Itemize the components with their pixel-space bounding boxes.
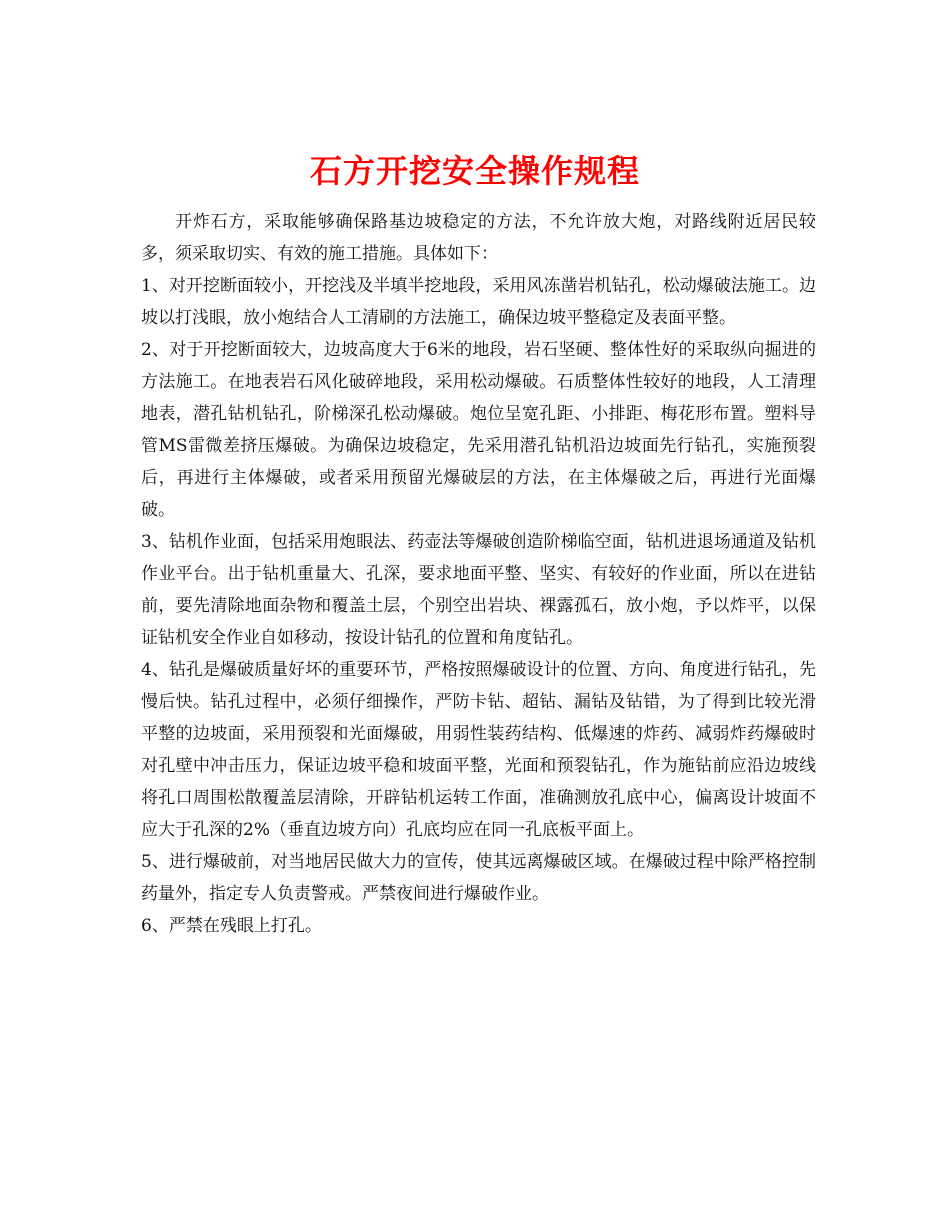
list-item-1: 1、对开挖断面较小，开挖浅及半填半挖地段，采用风冻凿岩机钻孔，松动爆破法施工。边坡以打浅眼，放小炮结合人工清刷的方法施工，确保边坡平整稳定及表面平整。 (141, 276, 816, 328)
list-item-6: 6、严禁在残眼上打孔。 (141, 916, 322, 936)
list-item-4: 4、钻孔是爆破质量好坏的重要环节，严格按照爆破设计的位置、方向、角度进行钻孔，先慢后快。钻孔过程中，必须仔细操作，严防卡钻、超钻、漏钻及钻错，为了得到比较光滑平整的边坡面，采用预裂和光面爆破，用弱性装药结构、低爆速的炸药、减弱炸药爆破时对孔壁中冲击压力，保证边坡平稳和坡面平整，光面和预裂钻孔，作为施钻前应沿边坡线将孔口周围松散覆盖层清除，开辟钻机运转工作面，准确测放孔底中心，偏离设计坡面不应大于孔深的2%（垂直边坡方向）孔底均应在同一孔底板平面上。 (141, 660, 816, 840)
document-body (141, 206, 816, 942)
intro-paragraph: 开炸石方，采取能够确保路基边坡稳定的方法，不允许放大炮，对路线附近居民较多，须采取切实、有效的施工措施。具体如下： (141, 212, 816, 264)
document-title: 石方开挖安全操作规程 (309, 152, 640, 191)
list-item-2: 2、对于开挖断面较大，边坡高度大于6米的地段，岩石坚硬、整体性好的采取纵向掘进的方法施工。在地表岩石风化破碎地段，采用松动爆破。石质整体性较好的地段，人工清理地表，潜孔钻机钻孔，阶梯深孔松动爆破。炮位呈宽孔距、小排距、梅花形布置。塑料导管MS雷微差挤压爆破。为确保边坡稳定，先采用潜孔钻机沿边坡面先行钻孔，实施预裂后，再进行主体爆破，或者采用预留光爆破层的方法，在主体爆破之后，再进行光面爆破。 (141, 340, 816, 520)
list-item-5: 5、进行爆破前，对当地居民做大力的宣传，使其远离爆破区域。在爆破过程中除严格控制药量外，指定专人负责警戒。严禁夜间进行爆破作业。 (141, 852, 816, 904)
list-item-3: 3、钻机作业面，包括采用炮眼法、药壶法等爆破创造阶梯临空面，钻机进退场通道及钻机作业平台。出于钻机重量大、孔深，要求地面平整、坚实、有较好的作业面，所以在进钻前，要先清除地面杂物和覆盖土层，个别空出岩块、裸露孤石，放小炮，予以炸平，以保证钻机安全作业自如移动，按设计钻孔的位置和角度钻孔。 (141, 532, 816, 648)
